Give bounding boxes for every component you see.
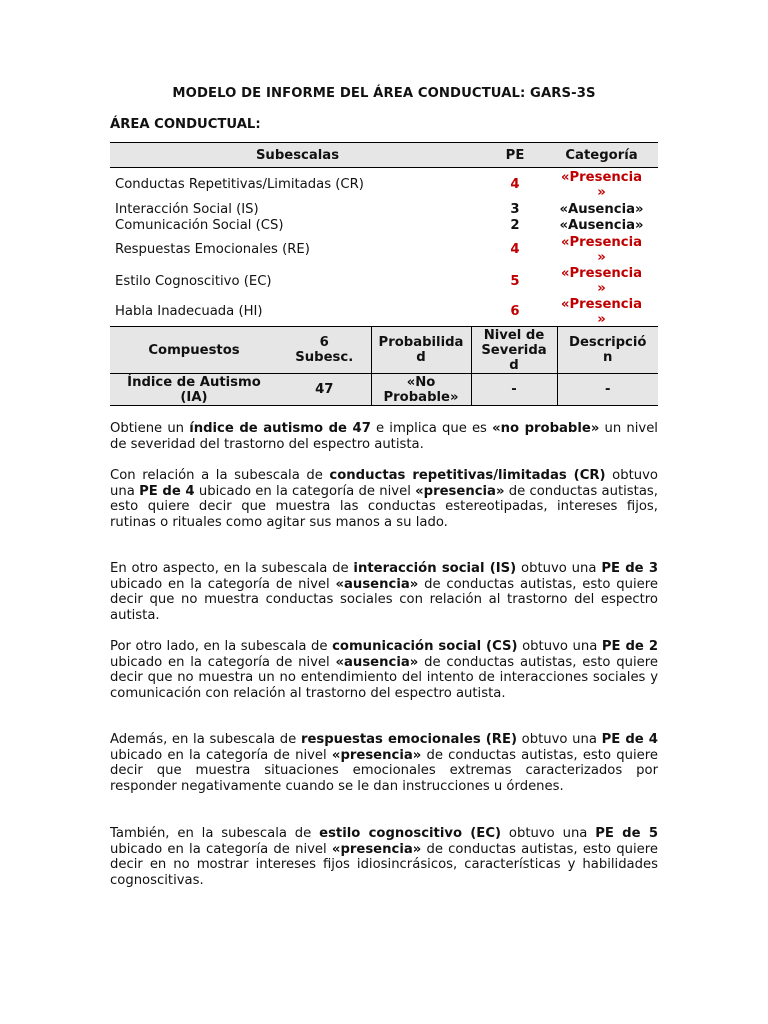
text-run: obtuvo una [517,732,602,747]
paragraph-ec [110,826,658,888]
text-run: ubicado en la categoría de nivel [110,654,336,670]
text-run: Con relación a la subescala de [110,468,330,483]
subscale-category [545,297,658,327]
text-run-bold: respuestas emocionales (RE) [300,732,517,747]
subscale-name: Comunicación Social (CS) [115,218,284,233]
text-run: de conductas autistas, esto quiere decir que no muestra un no entendimiento del intento de interacciones sociales y comunicación con relación al trastorno del espectro autista. [110,654,658,701]
paragraph-is [110,561,658,623]
report-title: MODELO DE INFORME DEL ÁREA CONDUCTUAL: GARS-3S [172,86,596,101]
subscale-name: Conductas Repetitivas/Limitadas (CR) [115,177,364,193]
subscale-pe: 2 [510,218,520,233]
text-run: Obtiene un [110,421,190,436]
text-run: e implica que es [370,421,493,436]
text-run: obtuvo una [110,468,658,499]
paragraph-cs [110,639,658,701]
table-row [110,168,658,202]
text-run-bold: índice de autismo de 47 [189,421,371,436]
header-pe: PE [485,143,545,168]
composite-score: 47 [278,374,371,406]
paragraph-summary [110,421,658,452]
text-run-bold: conductas repetitivas/limitadas (CR) [329,468,606,483]
cell-line: «No [406,374,436,390]
text-run-bold: comunicación social (CS) [332,639,518,654]
text-run-bold: «no probable» [492,421,600,436]
subscale-category [545,234,658,266]
subscale-name: Estilo Cognoscitivo (EC) [115,273,272,289]
category-line-1: «Presencia [560,169,643,185]
text-run-bold: PE de 3 [601,561,659,576]
subscale-name: Habla Inadecuada (HI) [115,304,263,319]
text-run: En otro aspecto, en la subescala de [110,561,354,576]
subscale-name: Interacción Social (IS) [115,202,259,217]
header-compuestos: Compuestos [110,327,278,374]
text-run: obtuvo una [516,561,602,576]
subscale-pe: 3 [510,202,520,217]
subscale-pe: 4 [510,242,520,257]
composites-table [110,326,658,406]
category-line-1: «Presencia [560,234,643,250]
text-run: Por otro lado, en la subescala de [110,639,333,654]
cell-line: Probable» [383,389,459,405]
subscale-pe: 5 [510,273,520,289]
composite-probability [371,374,471,406]
text-run-bold: «ausencia» [335,654,419,670]
text-run: ubicado en la categoría de nivel [194,483,416,499]
subscales-table [110,142,658,327]
text-run-bold: «presencia» [331,747,422,763]
text-run: de conductas autistas, esto quiere decir en no mostrar intereses fijos idiosincrásicos, características y habilidades cognoscitivas. [110,841,658,888]
header-line: d [416,350,426,365]
header-line: Nivel de [483,327,545,343]
subscale-name: Respuestas Emocionales (RE) [115,242,310,257]
header-categoria: Categoría [545,143,658,168]
text-run-bold: PE de 5 [595,826,658,841]
subscale-pe: 6 [510,304,520,319]
text-run-bold: «presencia» [415,483,505,499]
header-line: Subesc. [295,350,354,365]
category-line-2: » [597,249,606,265]
subscale-category: «Ausencia» [559,202,644,217]
composite-description: - [557,374,658,406]
subscale-category [545,266,658,297]
header-subescalas: Subescalas [110,143,485,168]
category-line-2: » [597,281,606,296]
header-line: n [603,350,613,365]
cell-line: (IA) [180,389,208,405]
text-run: obtuvo una [501,826,596,841]
category-line-1: «Presencia [560,296,643,312]
header-line: Descripció [569,335,647,350]
text-run-bold: PE de 4 [139,483,195,499]
section-heading: ÁREA CONDUCTUAL: [110,117,261,132]
text-run: un nivel de severidad del trastorno del espectro autista. [110,421,658,452]
text-run-bold: interacción social (IS) [353,561,517,576]
table-row [110,374,658,406]
text-run-bold: «presencia» [331,841,422,857]
header-line: Severida [481,342,547,358]
text-run-bold: «ausencia» [335,576,419,592]
text-run-bold: estilo cognoscitivo (EC) [319,826,502,841]
text-run: de conductas autistas, esto quiere decir que muestra situaciones emocionales extremas caracterizados por responder negativamente cuando se le dan instrucciones u órdenes. [110,747,658,794]
table-row [110,266,658,297]
cell-line: Índice de Autismo [127,374,261,390]
text-run: ubicado en la categoría de nivel [110,576,336,592]
header-nivel-severidad [471,327,557,374]
composite-severity: - [471,374,557,406]
text-run: de conductas autistas, esto quiere decir que no muestra conductas sociales con relación al trastorno del espectro autista. [110,576,658,623]
category-line-2: » [597,184,606,200]
table-row [110,202,658,218]
paragraph-cr [110,468,658,530]
text-run: ubicado en la categoría de nivel [110,747,332,763]
table-row [110,297,658,327]
header-descripcion [557,327,658,374]
category-line-1: «Presencia [560,266,643,281]
subscales-header-row [110,143,658,168]
subscale-category: «Ausencia» [559,218,644,233]
composite-name [110,374,278,406]
text-run-bold: PE de 2 [601,639,659,654]
subscale-pe: 4 [510,177,520,193]
header-line: Probabilida [378,335,464,350]
subscale-category [545,168,658,202]
text-run-bold: PE de 4 [601,732,658,747]
text-run: Además, en la subescala de [110,732,301,747]
text-run: de conductas autistas, esto quiere decir que muestra las conductas estereotipadas, intereses fijos, rutinas o rituales como agitar sus manos a su lado. [110,483,658,530]
header-probabilidad [371,327,471,374]
text-run: obtuvo una [517,639,602,654]
paragraph-re [110,732,658,794]
category-line-2: » [597,311,606,327]
composites-header-row [110,327,658,374]
text-run: También, en la subescala de [110,826,320,841]
header-subesc [278,327,371,374]
table-row [110,234,658,266]
header-line: d [509,357,519,373]
header-line: 6 [319,335,329,350]
text-run: ubicado en la categoría de nivel [110,841,332,857]
table-row [110,218,658,234]
